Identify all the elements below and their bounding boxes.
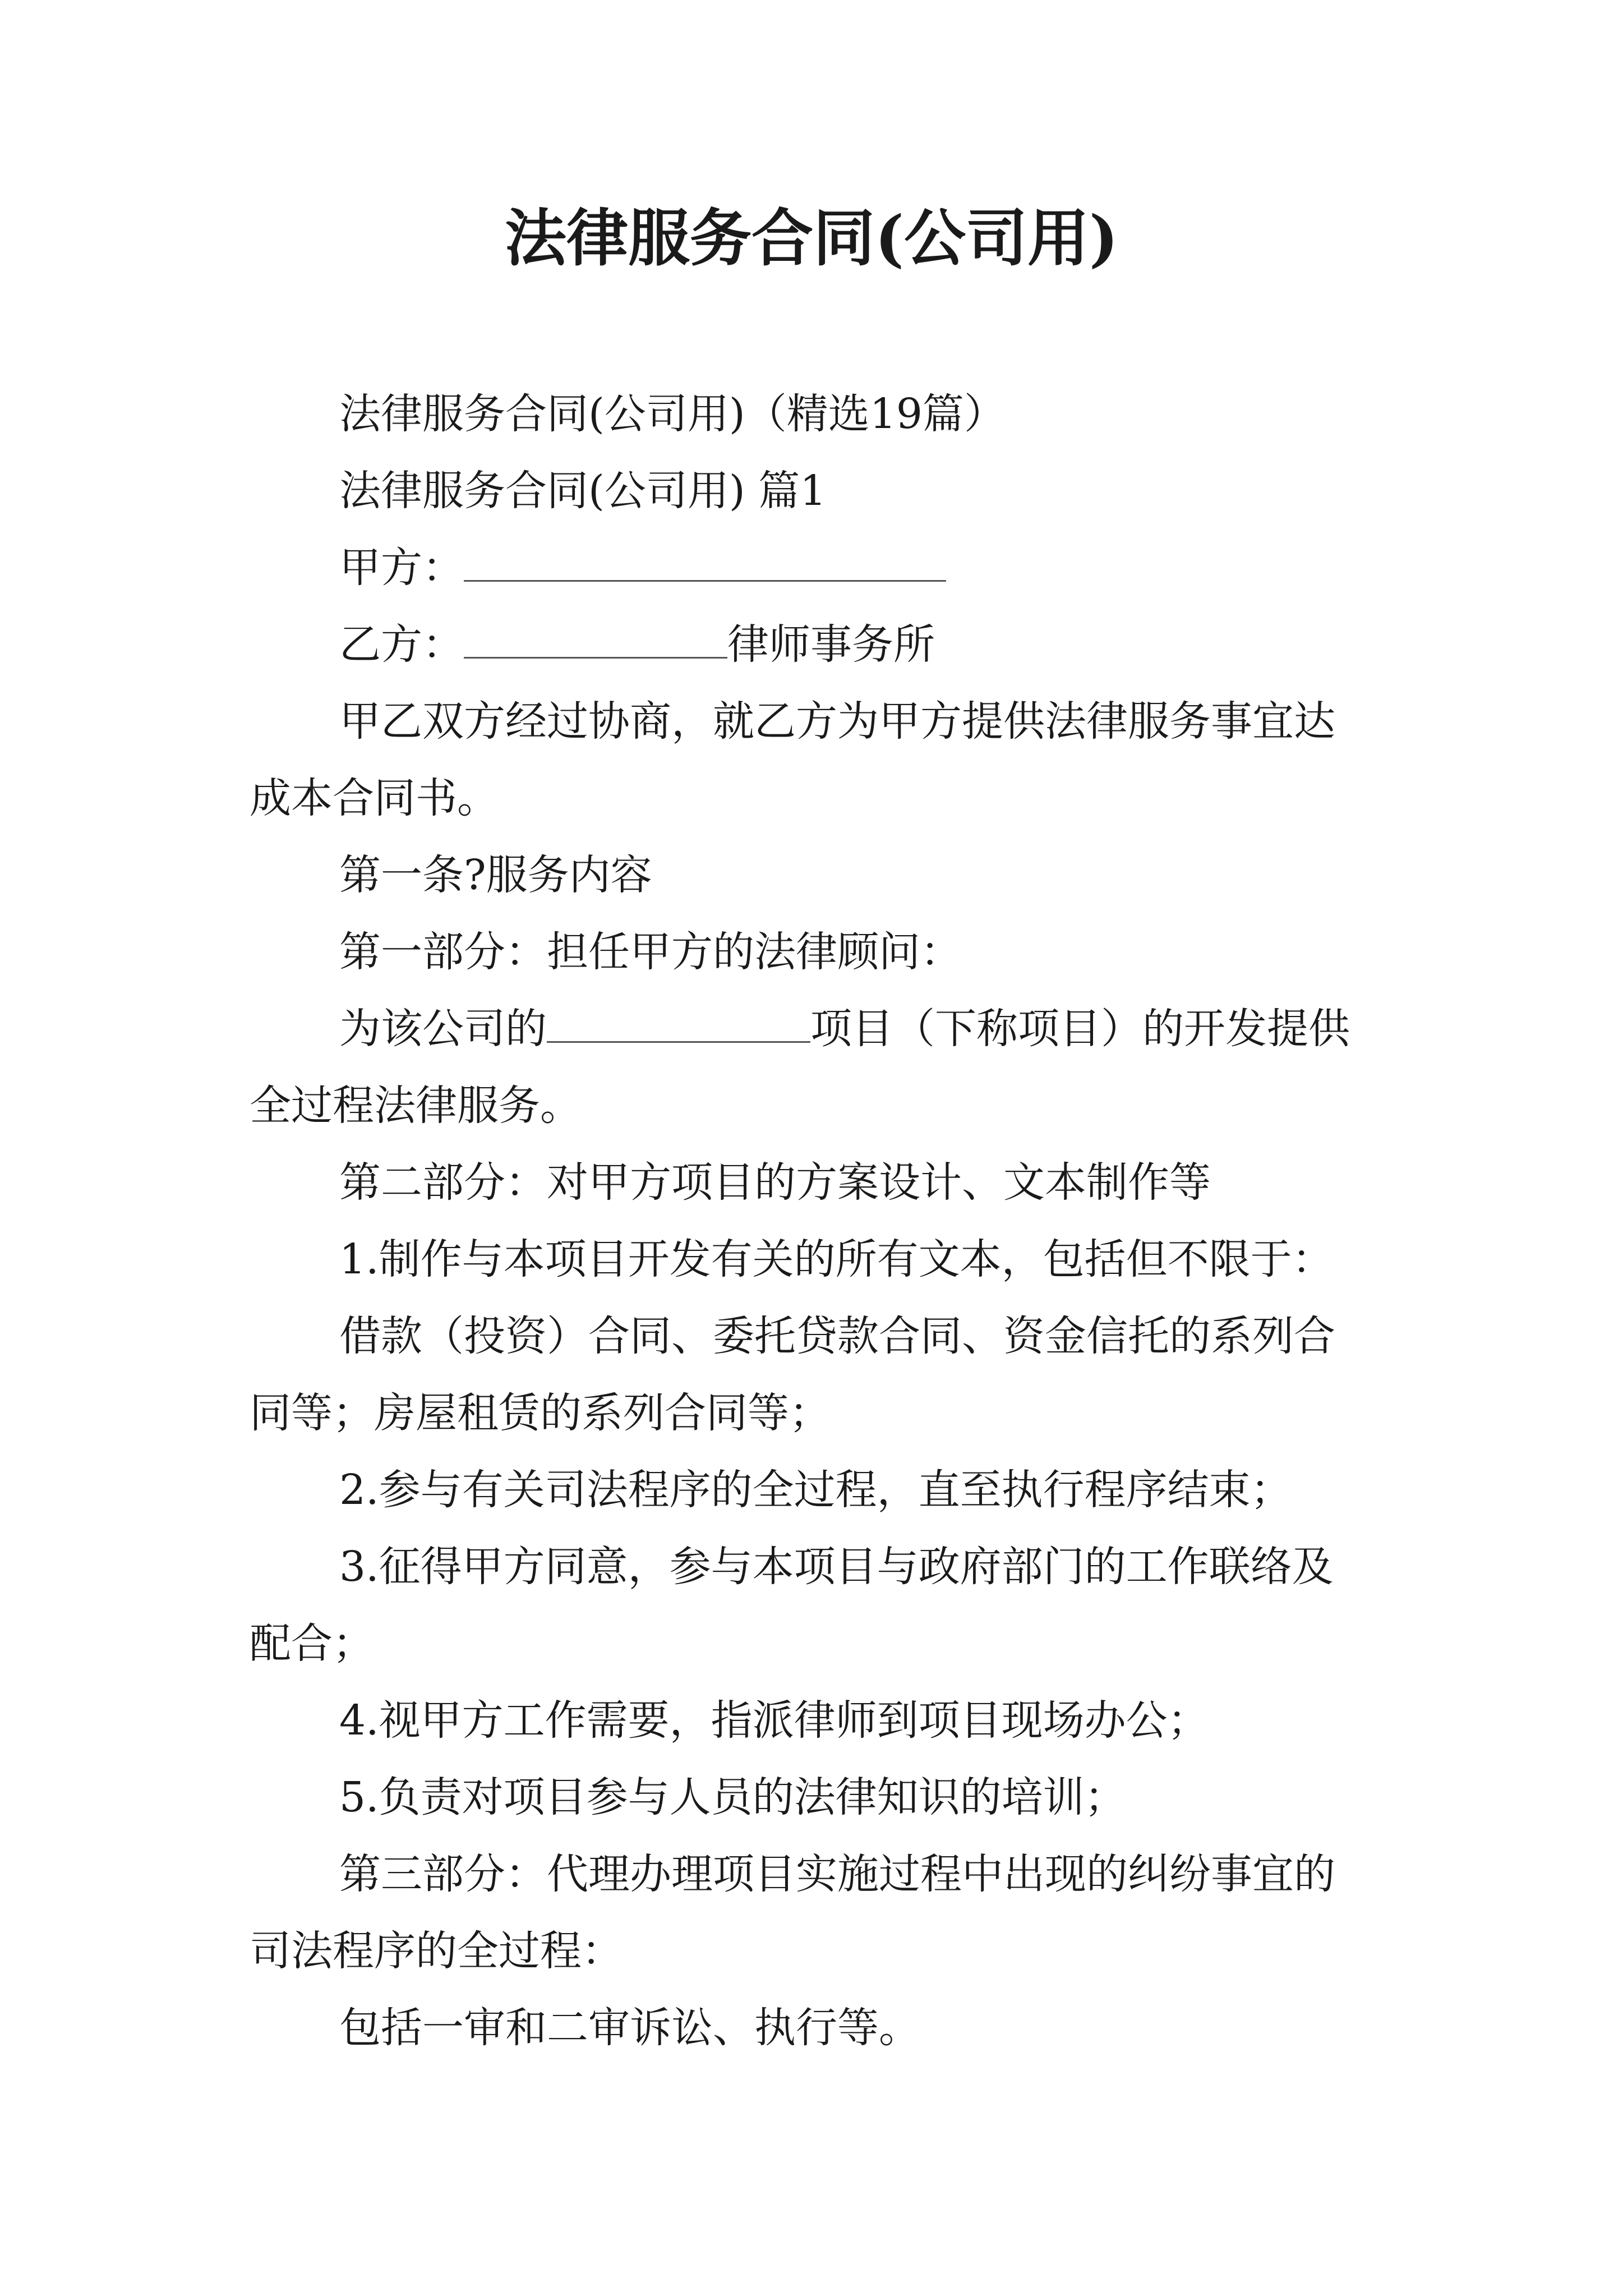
list-item-4: 4.视甲方工作需要，指派律师到项目现场办公； <box>339 1696 1209 1745</box>
paragraph-part-two: 第二部分：对甲方项目的方案设计、文本制作等 <box>339 1158 1211 1207</box>
project-blank <box>547 1007 810 1043</box>
document-title: 法律服务合同(公司用) <box>504 202 1119 274</box>
project-prefix: 为该公司的 <box>339 1005 547 1053</box>
list-item-3-line1: 3.征得甲方同意，参与本项目与政府部门的工作联络及 <box>339 1543 1334 1591</box>
paragraph-collection-title: 法律服务合同(公司用)（精选19篇） <box>339 390 1006 438</box>
party-b-label: 乙方： <box>339 620 464 669</box>
list-item-3-line2: 配合； <box>250 1619 374 1668</box>
paragraph-contracts-line2: 同等；房屋租赁的系列合同等； <box>250 1389 831 1437</box>
paragraph-part-three-line2: 司法程序的全过程： <box>250 1927 623 1975</box>
list-item-5: 5.负责对项目参与人员的法律知识的培训； <box>339 1773 1126 1821</box>
paragraph-contracts-line1: 借款（投资）合同、委托贷款合同、资金信托的系列合 <box>339 1312 1335 1360</box>
party-a-blank <box>464 546 946 582</box>
party-a-line <box>250 530 1399 606</box>
party-b-blank <box>464 623 727 659</box>
list-item-2: 2.参与有关司法程序的全过程，直至执行程序结束； <box>339 1466 1292 1514</box>
paragraph-agreement-line2: 成本合同书。 <box>250 774 499 822</box>
project-line <box>250 991 1399 1068</box>
list-item-1: 1.制作与本项目开发有关的所有文本，包括但不限于： <box>339 1235 1334 1283</box>
paragraph-agreement-line1: 甲乙双方经过协商，就乙方为甲方提供法律服务事宜达 <box>339 697 1335 746</box>
paragraph-part-one: 第一部分：担任甲方的法律顾问： <box>339 928 962 976</box>
project-line2: 全过程法律服务。 <box>250 1082 582 1130</box>
document-body <box>250 376 1399 2067</box>
paragraph-litigation: 包括一审和二审诉讼、执行等。 <box>339 2004 920 2052</box>
party-a-label: 甲方： <box>339 544 464 592</box>
paragraph-article-one: 第一条?服务内容 <box>339 851 652 899</box>
party-b-suffix: 律师事务所 <box>727 620 935 669</box>
paragraph-article-heading: 法律服务合同(公司用) 篇1 <box>339 467 827 515</box>
project-suffix: 项目（下称项目）的开发提供 <box>810 1005 1350 1053</box>
paragraph-part-three-line1: 第三部分：代理办理项目实施过程中出现的纠纷事宜的 <box>339 1850 1335 1898</box>
party-b-line <box>250 606 1399 683</box>
